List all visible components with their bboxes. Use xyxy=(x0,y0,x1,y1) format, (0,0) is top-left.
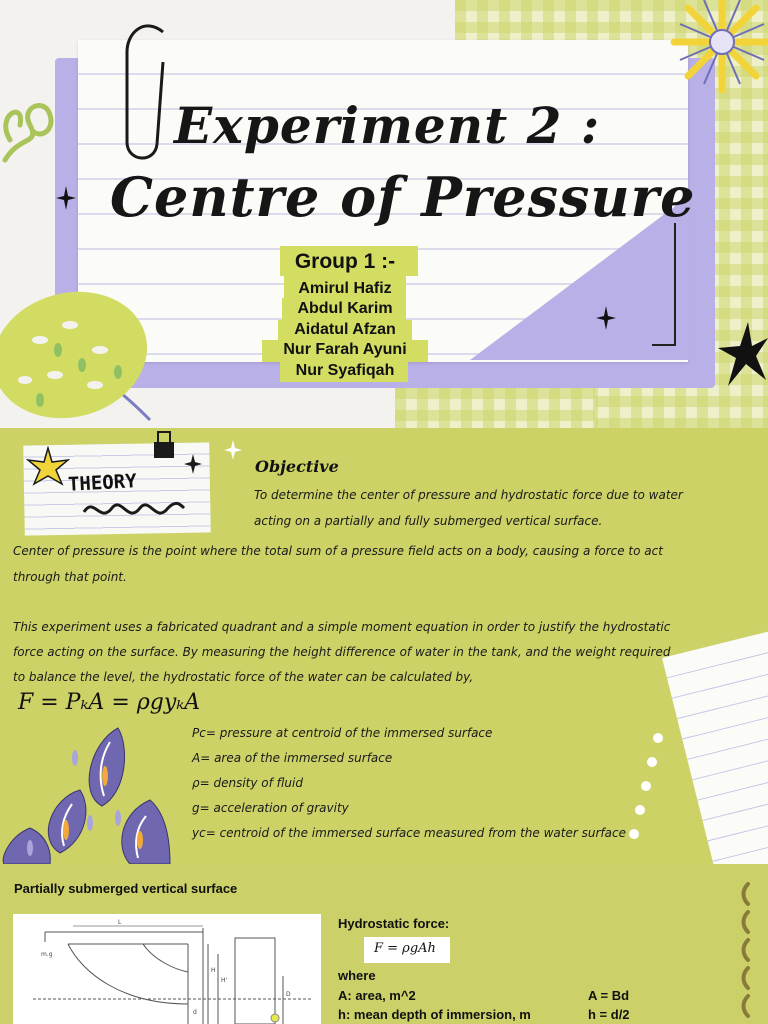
variable-definition: g= acceleration of gravity xyxy=(192,801,349,815)
spiral-binding xyxy=(738,864,768,1024)
diagram-label: H' xyxy=(221,977,228,984)
objective-text: acting on a partially and fully submerged vertical surface. xyxy=(254,514,603,528)
group-member: Abdul Karim xyxy=(297,300,393,317)
partial-section xyxy=(0,864,768,1024)
svg-text:L m.g H xyxy=(41,919,293,1016)
group-member: Nur Farah Ayuni xyxy=(283,341,407,358)
where-label: where xyxy=(338,968,376,983)
variable-value: A = Bd xyxy=(588,988,630,1003)
variable-definition: yc= centroid of the immersed surface measured from the water surface xyxy=(192,826,626,840)
diagram-label: H xyxy=(211,967,216,974)
variable-definition: Pc= pressure at centroid of the immersed surface xyxy=(192,726,493,740)
group-heading: Group 1 :- xyxy=(294,250,396,273)
diagram-label: D xyxy=(286,991,291,998)
paragraph-text: to balance the level, the hydrostatic force of the water can be calculated by, xyxy=(13,670,474,684)
objective-text: To determine the center of pressure and hydrostatic force due to water xyxy=(254,488,683,502)
cover-section xyxy=(0,0,768,428)
sparkle-icon xyxy=(596,306,616,330)
variable-label: A: area, m^2 xyxy=(338,988,416,1003)
variable-label: h: mean depth of immersion, m xyxy=(338,1007,531,1022)
group-member: Amirul Hafiz xyxy=(298,280,392,297)
sparkle-icon xyxy=(184,454,202,474)
group-member: Nur Syafiqah xyxy=(295,362,395,379)
title-line-1: Experiment 2 : xyxy=(174,96,601,155)
title-line-2: Centre of Pressure xyxy=(110,165,696,229)
force-equation: F = PₖA = ρgyₖA xyxy=(18,690,201,715)
definition-text: Center of pressure is the point where the total sum of a pressure field acts on a body, causing a force to act xyxy=(13,544,663,558)
paragraph-text: This experiment uses a fabricated quadrant and a simple moment equation in order to justify the hydrostatic xyxy=(13,620,671,634)
theory-section xyxy=(0,428,768,864)
group-member: Aidatul Afzan xyxy=(294,321,396,338)
swirl-icon xyxy=(0,85,60,165)
force-heading: Hydrostatic force: xyxy=(338,916,450,931)
star-icon xyxy=(718,320,768,390)
sparkle-icon xyxy=(224,440,242,460)
theory-badge: THEORY xyxy=(67,470,138,496)
variable-definition: A= area of the immersed surface xyxy=(192,751,393,765)
section-heading: Partially submerged vertical surface xyxy=(14,881,238,896)
variable-definition: ρ= density of fluid xyxy=(192,776,303,790)
variable-value: h = d/2 xyxy=(588,1007,630,1022)
diagram-label: m.g xyxy=(41,951,53,958)
diagram-label: d xyxy=(193,1009,197,1016)
objective-heading: Objective xyxy=(255,457,339,476)
definition-text: through that point. xyxy=(13,570,127,584)
force-formula: F = ρgAh xyxy=(374,941,436,956)
star-icon xyxy=(26,446,70,486)
leaf-icon xyxy=(0,280,170,428)
sparkle-icon xyxy=(56,186,76,210)
squiggle-icon xyxy=(80,494,190,524)
quadrant-diagram xyxy=(13,914,321,1024)
diagram-label: L xyxy=(118,919,122,926)
flower-icon xyxy=(652,0,768,110)
paragraph-text: force acting on the surface. By measuring the height difference of water in the tank, and the weight required xyxy=(13,645,671,659)
leaves-illustration xyxy=(0,708,195,864)
binder-clip-icon xyxy=(150,430,178,460)
notepad-rings xyxy=(628,728,678,864)
